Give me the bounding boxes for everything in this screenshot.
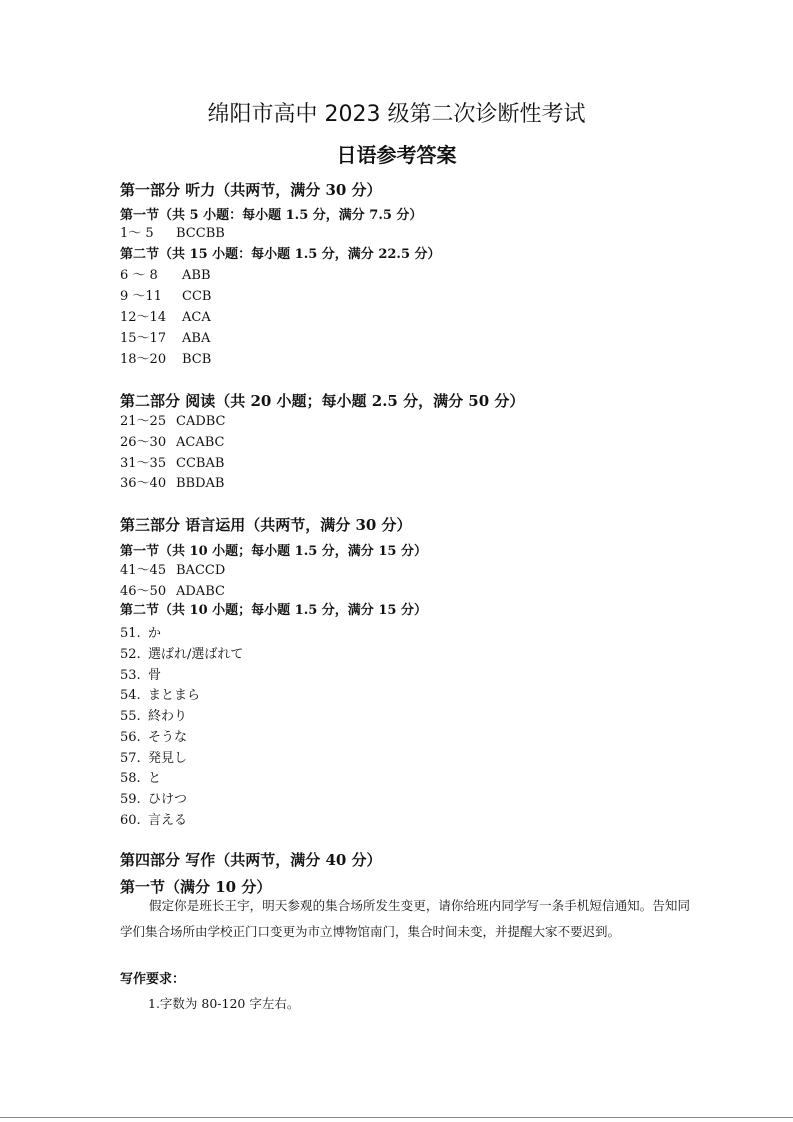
answer-letters: ABB [182,268,211,283]
answer-letters: CCBAB [176,456,225,471]
part4-section1-heading: 第一节（满分 10 分） [120,878,272,896]
part3-section1-heading: 第一节（共 10 小题；每小题 1.5 分，满分 15 分） [120,544,427,559]
answer-range: 18～20 [120,352,167,367]
answer-range: 12～14 [120,310,167,325]
writing-prompt: 假定你是班长王宇，明天参观的集合场所发生变更，请你给班内同学写一条手机短信通知。告知同学们集合场所由学校正门口变更为市立博物馆南门，集合时间未变，并提醒大家不要迟到。 [120,898,690,939]
part2-heading: 第二部分 阅读（共 20 小题；每小题 2.5 分，满分 50 分） [120,392,525,410]
answer-row [120,475,224,493]
answer-letters: BBDAB [176,476,225,491]
answer-row [120,434,224,452]
answer-range: 9 ～11 [120,289,162,304]
answer-range: 41～45 [120,563,167,578]
answer-range: 6 ～ 8 [120,268,158,283]
answer-range: 36～40 [120,476,167,491]
answer-row [120,351,211,369]
list-item: 59. ひけつ [120,792,188,807]
part3-section2-heading: 第二节（共 10 小题；每小题 1.5 分，满分 15 分） [120,603,427,618]
list-item: 56. そうな [120,730,188,745]
bottom-divider [0,1117,793,1118]
answer-range: 1～ 5 [120,226,154,241]
part3-heading: 第三部分 语言运用（共两节，满分 30 分） [120,516,412,534]
answer-range: 31～35 [120,456,167,471]
answer-row [120,413,226,431]
answer-letters: ADABC [176,584,225,599]
answer-range: 21～25 [120,414,167,429]
list-item: 58. と [120,771,162,786]
list-item: 60. 言える [120,813,188,828]
answer-row [120,288,211,306]
part1-heading: 第一部分 听力（共两节，满分 30 分） [120,181,382,199]
answer-letters: ACABC [176,435,225,450]
list-item: 54. まとまら [120,688,201,703]
page-title: 绵阳市高中 2023 级第二次诊断性考试 [207,102,586,127]
answer-range: 46～50 [120,584,167,599]
answer-row [120,225,225,243]
answer-row [120,267,211,285]
answer-letters: BCB [182,352,212,367]
page-subtitle: 日语参考答案 [336,143,457,167]
part1-section1-heading: 第一节（共 5 小题：每小题 1.5 分，满分 7.5 分） [120,208,423,223]
answer-range: 26～30 [120,435,167,450]
answer-row [120,562,225,580]
answer-row [120,583,225,601]
answer-letters: CCB [182,289,212,304]
answer-row [120,455,224,473]
requirements-heading: 写作要求： [120,972,186,987]
part1-section2-heading: 第二节（共 15 小题：每小题 1.5 分，满分 22.5 分） [120,247,441,262]
answer-letters: CADBC [176,414,226,429]
answer-range: 15～17 [120,331,167,346]
answer-letters: BCCBB [176,226,225,241]
list-item: 51. か [120,626,162,641]
answer-letters: ACA [182,310,211,325]
answer-row [120,309,211,327]
answer-row [120,330,210,348]
list-item: 53. 骨 [120,668,162,683]
list-item: 52. 選ばれ/選ばれて [120,647,244,662]
part4-heading: 第四部分 写作（共两节，满分 40 分） [120,851,382,869]
answer-letters: ABA [182,331,211,346]
answer-letters: BACCD [176,563,226,578]
list-item: 57. 発見し [120,751,188,766]
list-item: 55. 終わり [120,709,188,724]
requirement-item: 1.字数为 80-120 字左右。 [148,996,300,1011]
